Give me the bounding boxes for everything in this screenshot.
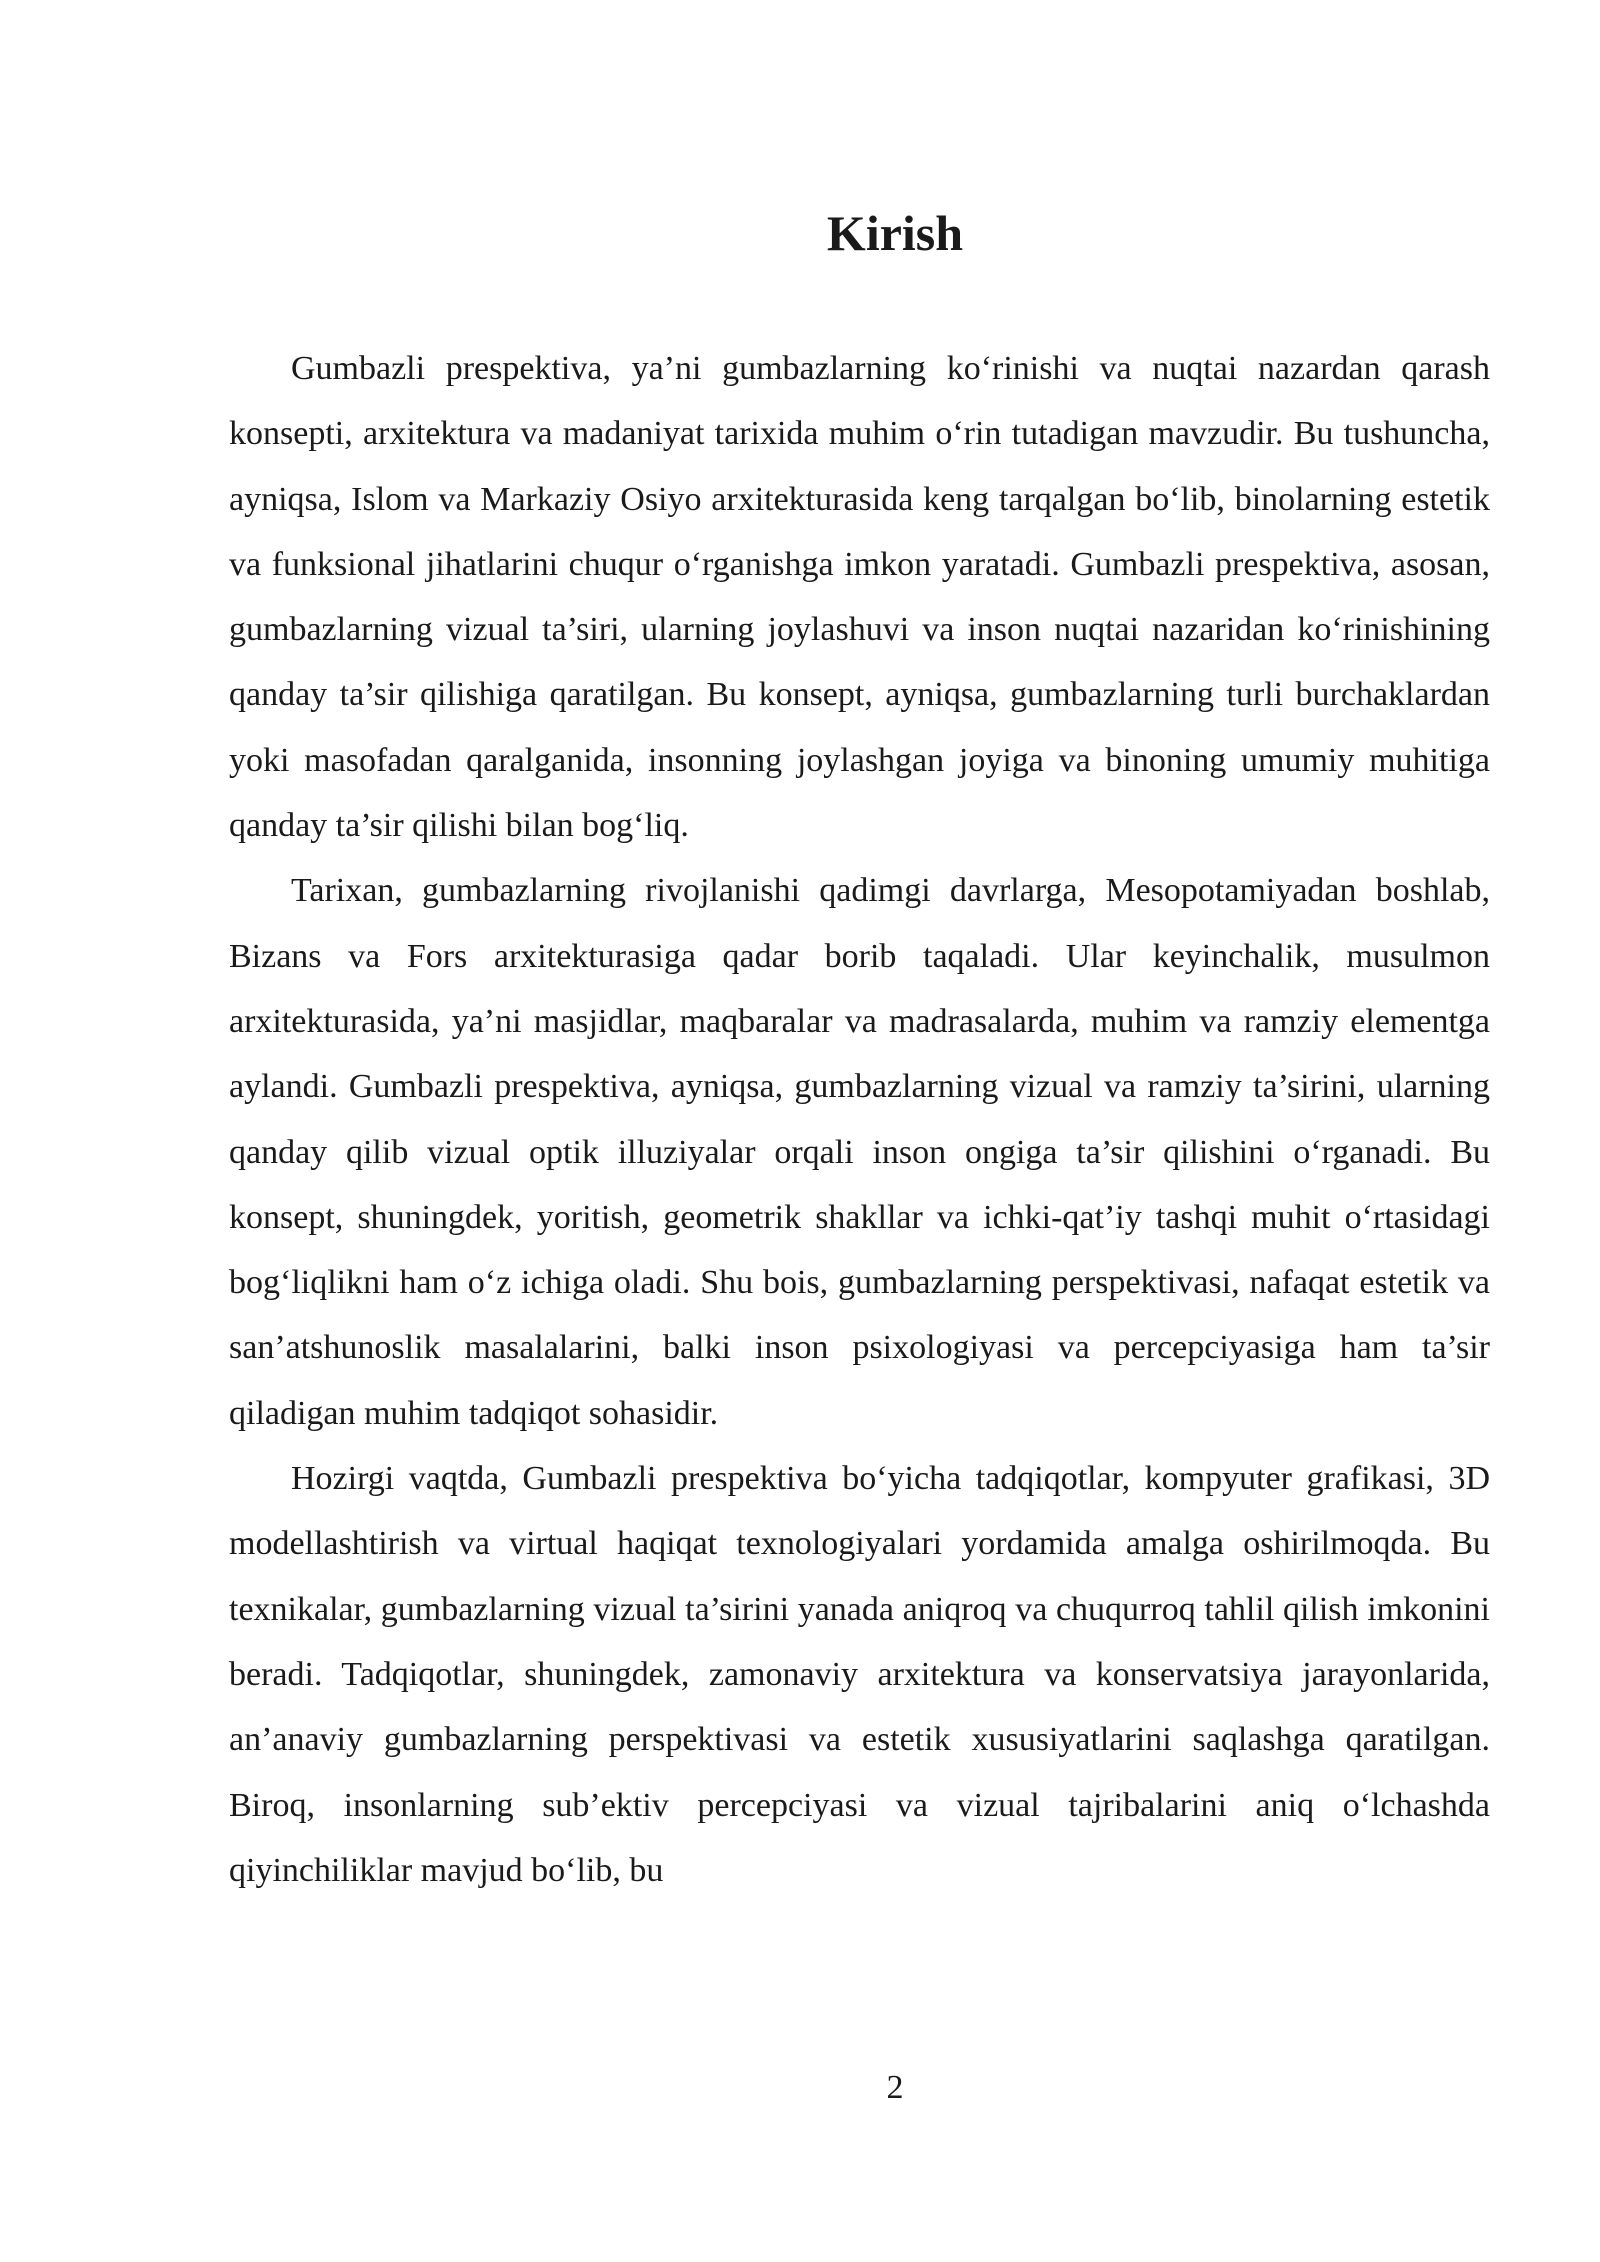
body-text: [229, 336, 1490, 1903]
paragraph-3: Hozirgi vaqtda, Gumbazli prespektiva bo‘yicha tadqiqotlar, kompyuter grafikasi, 3D modellashtirish va virtual haqiqat texnologiyalari yordamida amalga oshirilmoqda. Bu texnikalar, gumbazlarning vizual ta’sirini yanada aniqroq va chuqurroq tahlil qilish imkonini beradi. Tadqiqotlar, shuningdek, zamonaviy arxitektura va konservatsiya jarayonlarida, an’anaviy gumbazlarning perspektivasi va estetik xususiyatlarini saqlashga qaratilgan. Biroq, insonlarning sub’ektiv percepciyasi va vizual tajribalarini aniq o‘lchashda qiyinchiliklar mavjud bo‘lib, bu: [229, 1460, 1490, 1889]
paragraph-1: Gumbazli prespektiva, ya’ni gumbazlarning ko‘rinishi va nuqtai nazardan qarash konsepti, arxitektura va madaniyat tarixida muhim o‘rin tutadigan mavzudir. Bu tushuncha, ayniqsa, Islom va Markaziy Osiyo arxitekturasida keng tarqalgan bo‘lib, binolarning estetik va funksional jihatlarini chuqur o‘rganishga imkon yaratadi. Gumbazli prespektiva, asosan, gumbazlarning vizual ta’siri, ularning joylashuvi va inson nuqtai nazaridan ko‘rinishining qanday ta’sir qilishiga qaratilgan. Bu konsept, ayniqsa, gumbazlarning turli burchaklardan yoki masofadan qaralganida, insonning joylashgan joyiga va binoning umumiy muhitiga qanday ta’sir qilishi bilan bog‘liq.: [229, 350, 1490, 845]
page-number: 2: [886, 2069, 904, 2106]
page-title: Kirish: [826, 205, 964, 261]
paragraph-2: Tarixan, gumbazlarning rivojlanishi qadimgi davrlarga, Mesopotamiyadan boshlab, Bizans va Fors arxitekturasiga qadar borib taqaladi. Ular keyinchalik, musulmon arxitekturasida, ya’ni masjidlar, maqbaralar va madrasalarda, muhim va ramziy elementga aylandi. Gumbazli prespektiva, ayniqsa, gumbazlarning vizual va ramziy ta’sirini, ularning qanday qilib vizual optik illuziyalar orqali inson ongiga ta’sir qilishini o‘rganadi. Bu konsept, shuningdek, yoritish, geometrik shakllar va ichki-qat’iy tashqi muhit o‘rtasidagi bog‘liqlikni ham o‘z ichiga oladi. Shu bois, gumbazlarning perspektivasi, nafaqat estetik va san’atshunoslik masalalarini, balki inson psixologiyasi va percepciyasiga ham ta’sir qiladigan muhim tadqiqot sohasidir.: [229, 872, 1490, 1432]
